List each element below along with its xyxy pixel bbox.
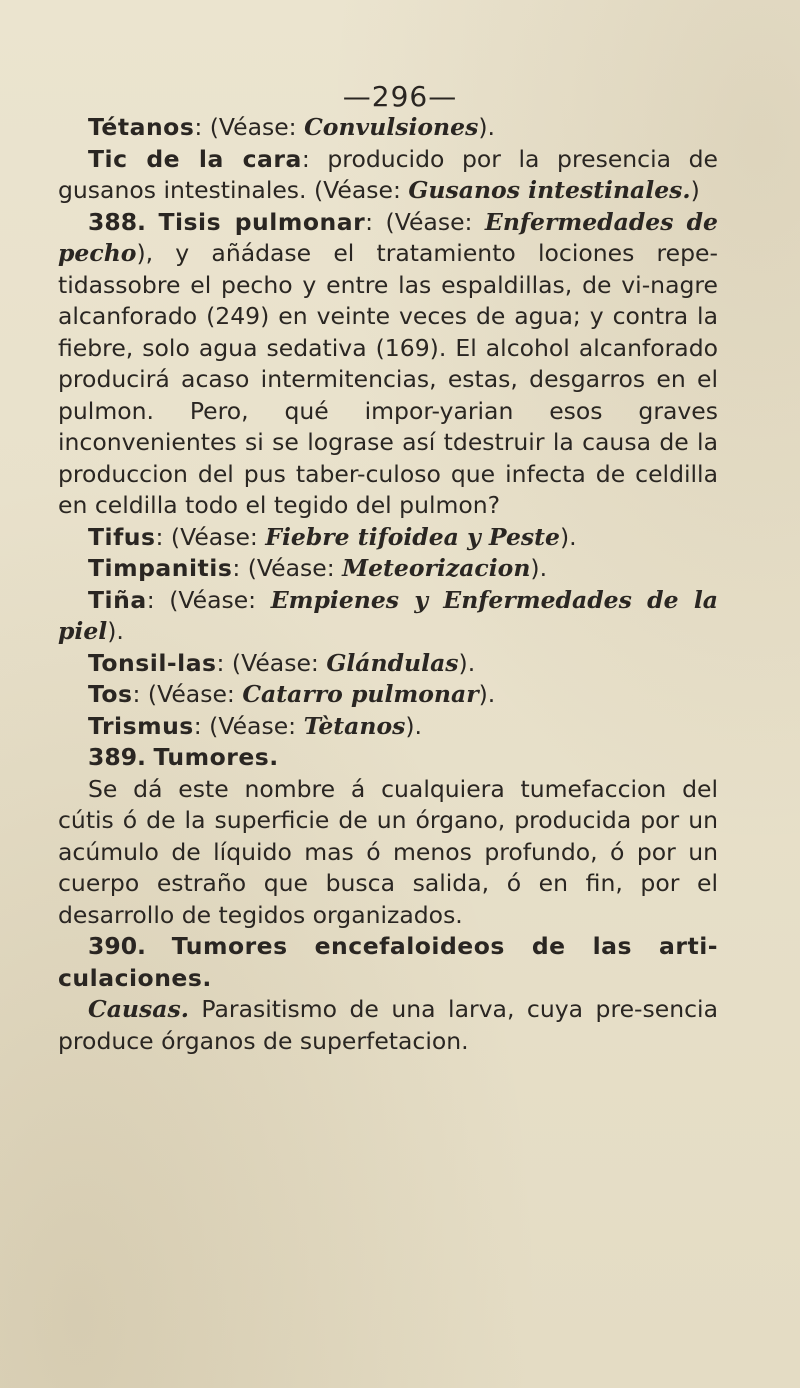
- entry-ref: Empienes y Enfermedades de la piel: [58, 585, 718, 645]
- entry-ref: Catarro pulmonar: [242, 680, 479, 708]
- section-389-heading: [58, 742, 718, 774]
- entry-ref: Fiebre tifoidea y Peste: [265, 522, 560, 551]
- entry-tail: ), y añádase el tratamiento lociones repe-tidassobre el pecho y entre las espaldillas, de vi-nagre alcanforado (249) en veinte veces de agua; y contra la fiebre, solo agua sedativa (169). El alcohol alcanforado producirá acaso intermitencias, estas, desgarros en el pulmon. Pero, qué impor-yarian esos graves inconvenientes si se lograse así tdestruir la causa de la produccion del pus taber-culoso que infecta de celdilla en celdilla todo el tegido del pulmon?: [58, 239, 718, 519]
- entry-tail: ).: [478, 680, 496, 708]
- entry-lead: : (Véase:: [365, 207, 485, 236]
- entry-head: Tos: [88, 680, 133, 708]
- entry-head: Tiña: [88, 585, 147, 614]
- section-number: 389.: [88, 743, 146, 771]
- entry-ref: Gusanos intestinales.: [408, 176, 691, 204]
- entry-head: Tisis pulmonar: [158, 207, 366, 236]
- entry-timpanitis: [58, 553, 718, 585]
- entry-tail: ).: [478, 113, 495, 141]
- section-389-body: Se dá este nombre á cualquiera tumefaccion del cútis ó de la superficie de un órgano, producida por un acúmulo de líquido mas ó menos profundo, ó por un cuerpo estraño que busca salida, ó en fin, por el desarrollo de tegidos organizados.: [58, 774, 718, 929]
- entry-tail: ).: [530, 554, 548, 582]
- page-number: —296—: [342, 80, 458, 113]
- entry-head: Tifus: [88, 522, 156, 551]
- entry-tail: ).: [405, 711, 423, 740]
- entry-lead: : (Véase:: [216, 648, 327, 677]
- entry-number: 388.: [88, 207, 146, 236]
- entry-head: Tic de la cara: [88, 144, 302, 173]
- causes-text: Parasitismo de una larva, cuya pre-sencia produce órganos de superfetacion.: [58, 995, 718, 1055]
- page-text: [58, 112, 718, 1057]
- section-390-body: [58, 994, 718, 1057]
- entry-ref: Glándulas: [326, 648, 459, 677]
- entry-lead: : (Véase:: [155, 522, 266, 551]
- entry-lead: : (Véase:: [146, 585, 271, 614]
- entry-ref: Meteorizacion: [342, 554, 531, 582]
- entry-lead: : (Véase:: [132, 680, 243, 708]
- entry-tail: ): [690, 176, 700, 204]
- section-number: 390.: [88, 932, 146, 960]
- entry-ref: Enfermedades de pecho: [58, 207, 719, 267]
- causes-label: Causas.: [88, 995, 189, 1023]
- section-390-heading: [58, 931, 718, 994]
- entry-trismus: [58, 711, 718, 743]
- entry-ref: Tètanos: [303, 711, 406, 740]
- entry-tail: ).: [559, 522, 577, 551]
- entry-tos: [58, 679, 718, 711]
- entry-head: Tonsil-las: [88, 648, 217, 677]
- entry-tetanos: [58, 112, 718, 144]
- entry-tail: ).: [458, 648, 476, 677]
- entry-head: Tétanos: [88, 113, 195, 141]
- entry-head: Timpanitis: [88, 554, 233, 582]
- entry-ref: Convulsiones: [304, 113, 479, 141]
- entry-lead: : producido por la presencia de gusanos intestinales. (Véase:: [58, 144, 718, 204]
- entry-head: Trismus: [88, 711, 194, 740]
- section-head: Tumores.: [153, 743, 279, 771]
- entry-tail: ).: [107, 617, 124, 645]
- section-head: Tumores encefaloideos de las arti-culaciones.: [58, 932, 718, 992]
- entry-tic: [58, 144, 718, 207]
- entry-tifus: [58, 522, 718, 554]
- entry-lead: : (Véase:: [193, 711, 304, 740]
- entry-tonsil: [58, 648, 718, 680]
- entry-lead: : (Véase:: [232, 554, 343, 582]
- entry-lead: : (Véase:: [194, 113, 305, 141]
- entry-tisis: [58, 207, 718, 522]
- entry-tina: [58, 585, 718, 648]
